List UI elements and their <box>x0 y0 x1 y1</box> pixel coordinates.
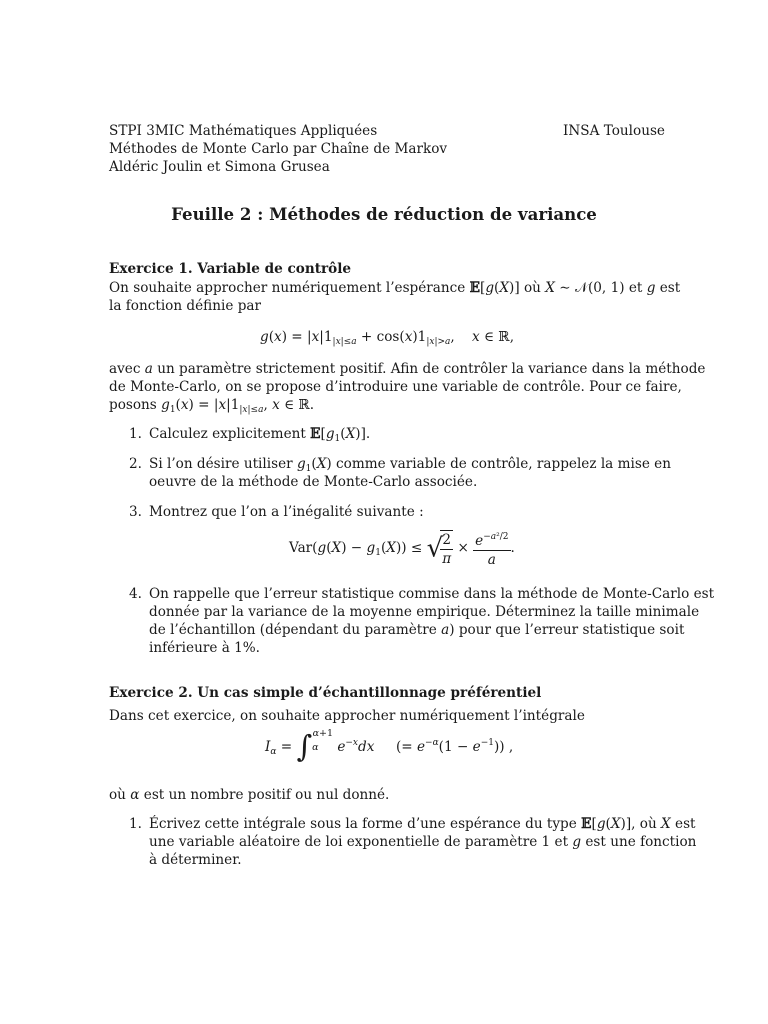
page-title: Feuille 2 : Méthodes de réduction de variance <box>171 204 597 224</box>
ex1-intro-line1: On souhaite approcher numériquement l’espérance 𝔼[g(X)] où X ∼ 𝒩(0, 1) et g est <box>109 280 681 296</box>
ex2-integral-formula: $I_\alpha$ = ∫ α α+1 $e^{-x}dx$ (= $e^{-\alpha}(1 - e^{-1})$) , <box>265 727 514 765</box>
q1-number: 1. <box>129 426 142 442</box>
exercise-2-heading: Exercice 2. Un cas simple d’échantillonnage préférentiel <box>109 685 542 701</box>
ex2-question-1-line3: à déterminer. <box>149 852 242 868</box>
q3-number: 3. <box>129 504 142 520</box>
ex1-question-4-line3: de l’échantillon (dépendant du paramètre a) pour que l’erreur statistique soit <box>149 622 685 638</box>
ex1-inequality-formula: $Var(g(X) - g_1(X))$ ≤ √ $\frac{2}{\pi}$ × $\frac{e^{-a^2/2}}{a}$ . <box>289 528 515 569</box>
institution: INSA Toulouse <box>563 123 665 139</box>
ex1-question-4-line1: On rappelle que l’erreur statistique commise dans la méthode de Monte-Carlo est <box>149 586 715 602</box>
ex1-question-1: Calculez explicitement $𝔼[g_1(X)]$. <box>149 426 371 444</box>
ex1-question-2-line1: Si l’on désire utiliser $g_1(X)$ comme variable de contrôle, rappelez la mise en <box>149 456 671 474</box>
ex1-question-3: Montrez que l’on a l’inégalité suivante : <box>149 504 424 520</box>
ex1-question-4-line4: inférieure à 1%. <box>149 640 261 656</box>
ex1-text-line3: posons $g_1(x) = |x|1_{|x|\le a}$, x ∈ ℝ. <box>109 397 315 415</box>
course-subtitle: Méthodes de Monte Carlo par Chaîne de Markov <box>109 141 448 157</box>
ex1-text-line1: avec a un paramètre strictement positif. Afin de contrôler la variance dans la méthode <box>109 361 706 377</box>
ex2-intro: Dans cet exercice, on souhaite approcher numériquement l’intégrale <box>109 708 585 724</box>
course-line: STPI 3MIC Mathématiques Appliquées <box>109 123 378 139</box>
authors: Aldéric Joulin et Simona Grusea <box>109 159 330 175</box>
ex1-definition-formula: $g(x) = |x|1_{|x|\le a} + \cos(x)1_{|x|>a}$, x ∈ ℝ, <box>260 329 515 347</box>
ex2-question-1-line2: une variable aléatoire de loi exponentielle de paramètre 1 et g est une fonction <box>149 834 697 850</box>
q2-number: 2. <box>129 456 142 472</box>
exercise-1-heading: Exercice 1. Variable de contrôle <box>109 261 352 277</box>
ex2-question-1-line1: Écrivez cette intégrale sous la forme d’une espérance du type 𝔼[g(X)], où X est <box>149 816 696 832</box>
ex1-question-2-line2: oeuvre de la méthode de Monte-Carlo associée. <box>149 474 478 490</box>
q4-number: 4. <box>129 586 142 602</box>
ex1-text-line2: de Monte-Carlo, on se propose d’introduire une variable de contrôle. Pour ce faire, <box>109 379 682 395</box>
ex1-intro-line2: la fonction définie par <box>109 298 262 314</box>
ex1-question-4-line2: donnée par la variance de la moyenne empirique. Déterminez la taille minimale <box>149 604 700 620</box>
ex2-after-text: où α est un nombre positif ou nul donné. <box>109 787 390 803</box>
ex2-q1-number: 1. <box>129 816 142 832</box>
